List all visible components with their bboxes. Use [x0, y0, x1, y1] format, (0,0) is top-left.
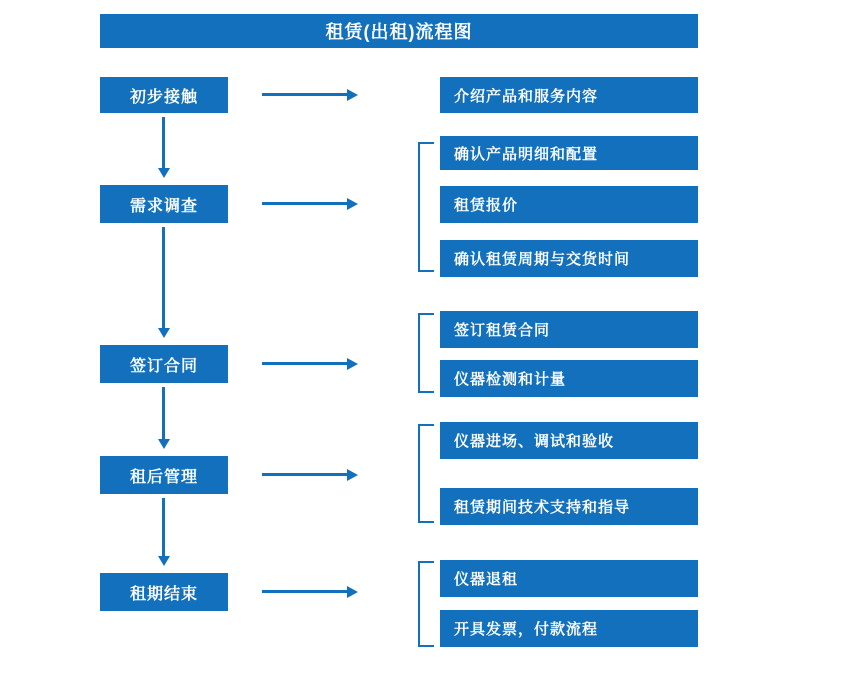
- connector-stage3-stage4: [162, 387, 165, 440]
- bracket-group-4: [418, 424, 434, 523]
- connector-stage4-stage5: [162, 498, 165, 557]
- connector-stage1-stage2: [162, 117, 165, 169]
- stage-box-3[interactable]: 签订合同: [100, 345, 228, 383]
- stage-box-4[interactable]: 租后管理: [100, 456, 228, 494]
- arrow-stage3-tasks: [262, 362, 348, 365]
- task-box-1[interactable]: 介绍产品和服务内容: [440, 77, 698, 113]
- arrow-stage5-tasks: [262, 590, 348, 593]
- task-box-3[interactable]: 租赁报价: [440, 186, 698, 223]
- bracket-group-2: [418, 142, 434, 272]
- page-title: 租赁(出租)流程图: [100, 14, 698, 48]
- task-box-5[interactable]: 签订租赁合同: [440, 311, 698, 348]
- bracket-group-3: [418, 313, 434, 393]
- arrow-stage1-tasks: [262, 93, 348, 96]
- stage-box-5[interactable]: 租期结束: [100, 573, 228, 611]
- task-box-8[interactable]: 租赁期间技术支持和指导: [440, 488, 698, 525]
- task-box-10[interactable]: 开具发票，付款流程: [440, 610, 698, 647]
- task-box-2[interactable]: 确认产品明细和配置: [440, 136, 698, 170]
- bracket-group-5: [418, 561, 434, 647]
- arrow-stage4-tasks: [262, 473, 348, 476]
- stage-box-1[interactable]: 初步接触: [100, 77, 228, 113]
- arrow-stage2-tasks: [262, 202, 348, 205]
- task-box-4[interactable]: 确认租赁周期与交货时间: [440, 240, 698, 277]
- task-box-9[interactable]: 仪器退租: [440, 560, 698, 597]
- stage-box-2[interactable]: 需求调查: [100, 185, 228, 223]
- task-box-6[interactable]: 仪器检测和计量: [440, 360, 698, 397]
- connector-stage2-stage3: [162, 227, 165, 329]
- task-box-7[interactable]: 仪器进场、调试和验收: [440, 422, 698, 459]
